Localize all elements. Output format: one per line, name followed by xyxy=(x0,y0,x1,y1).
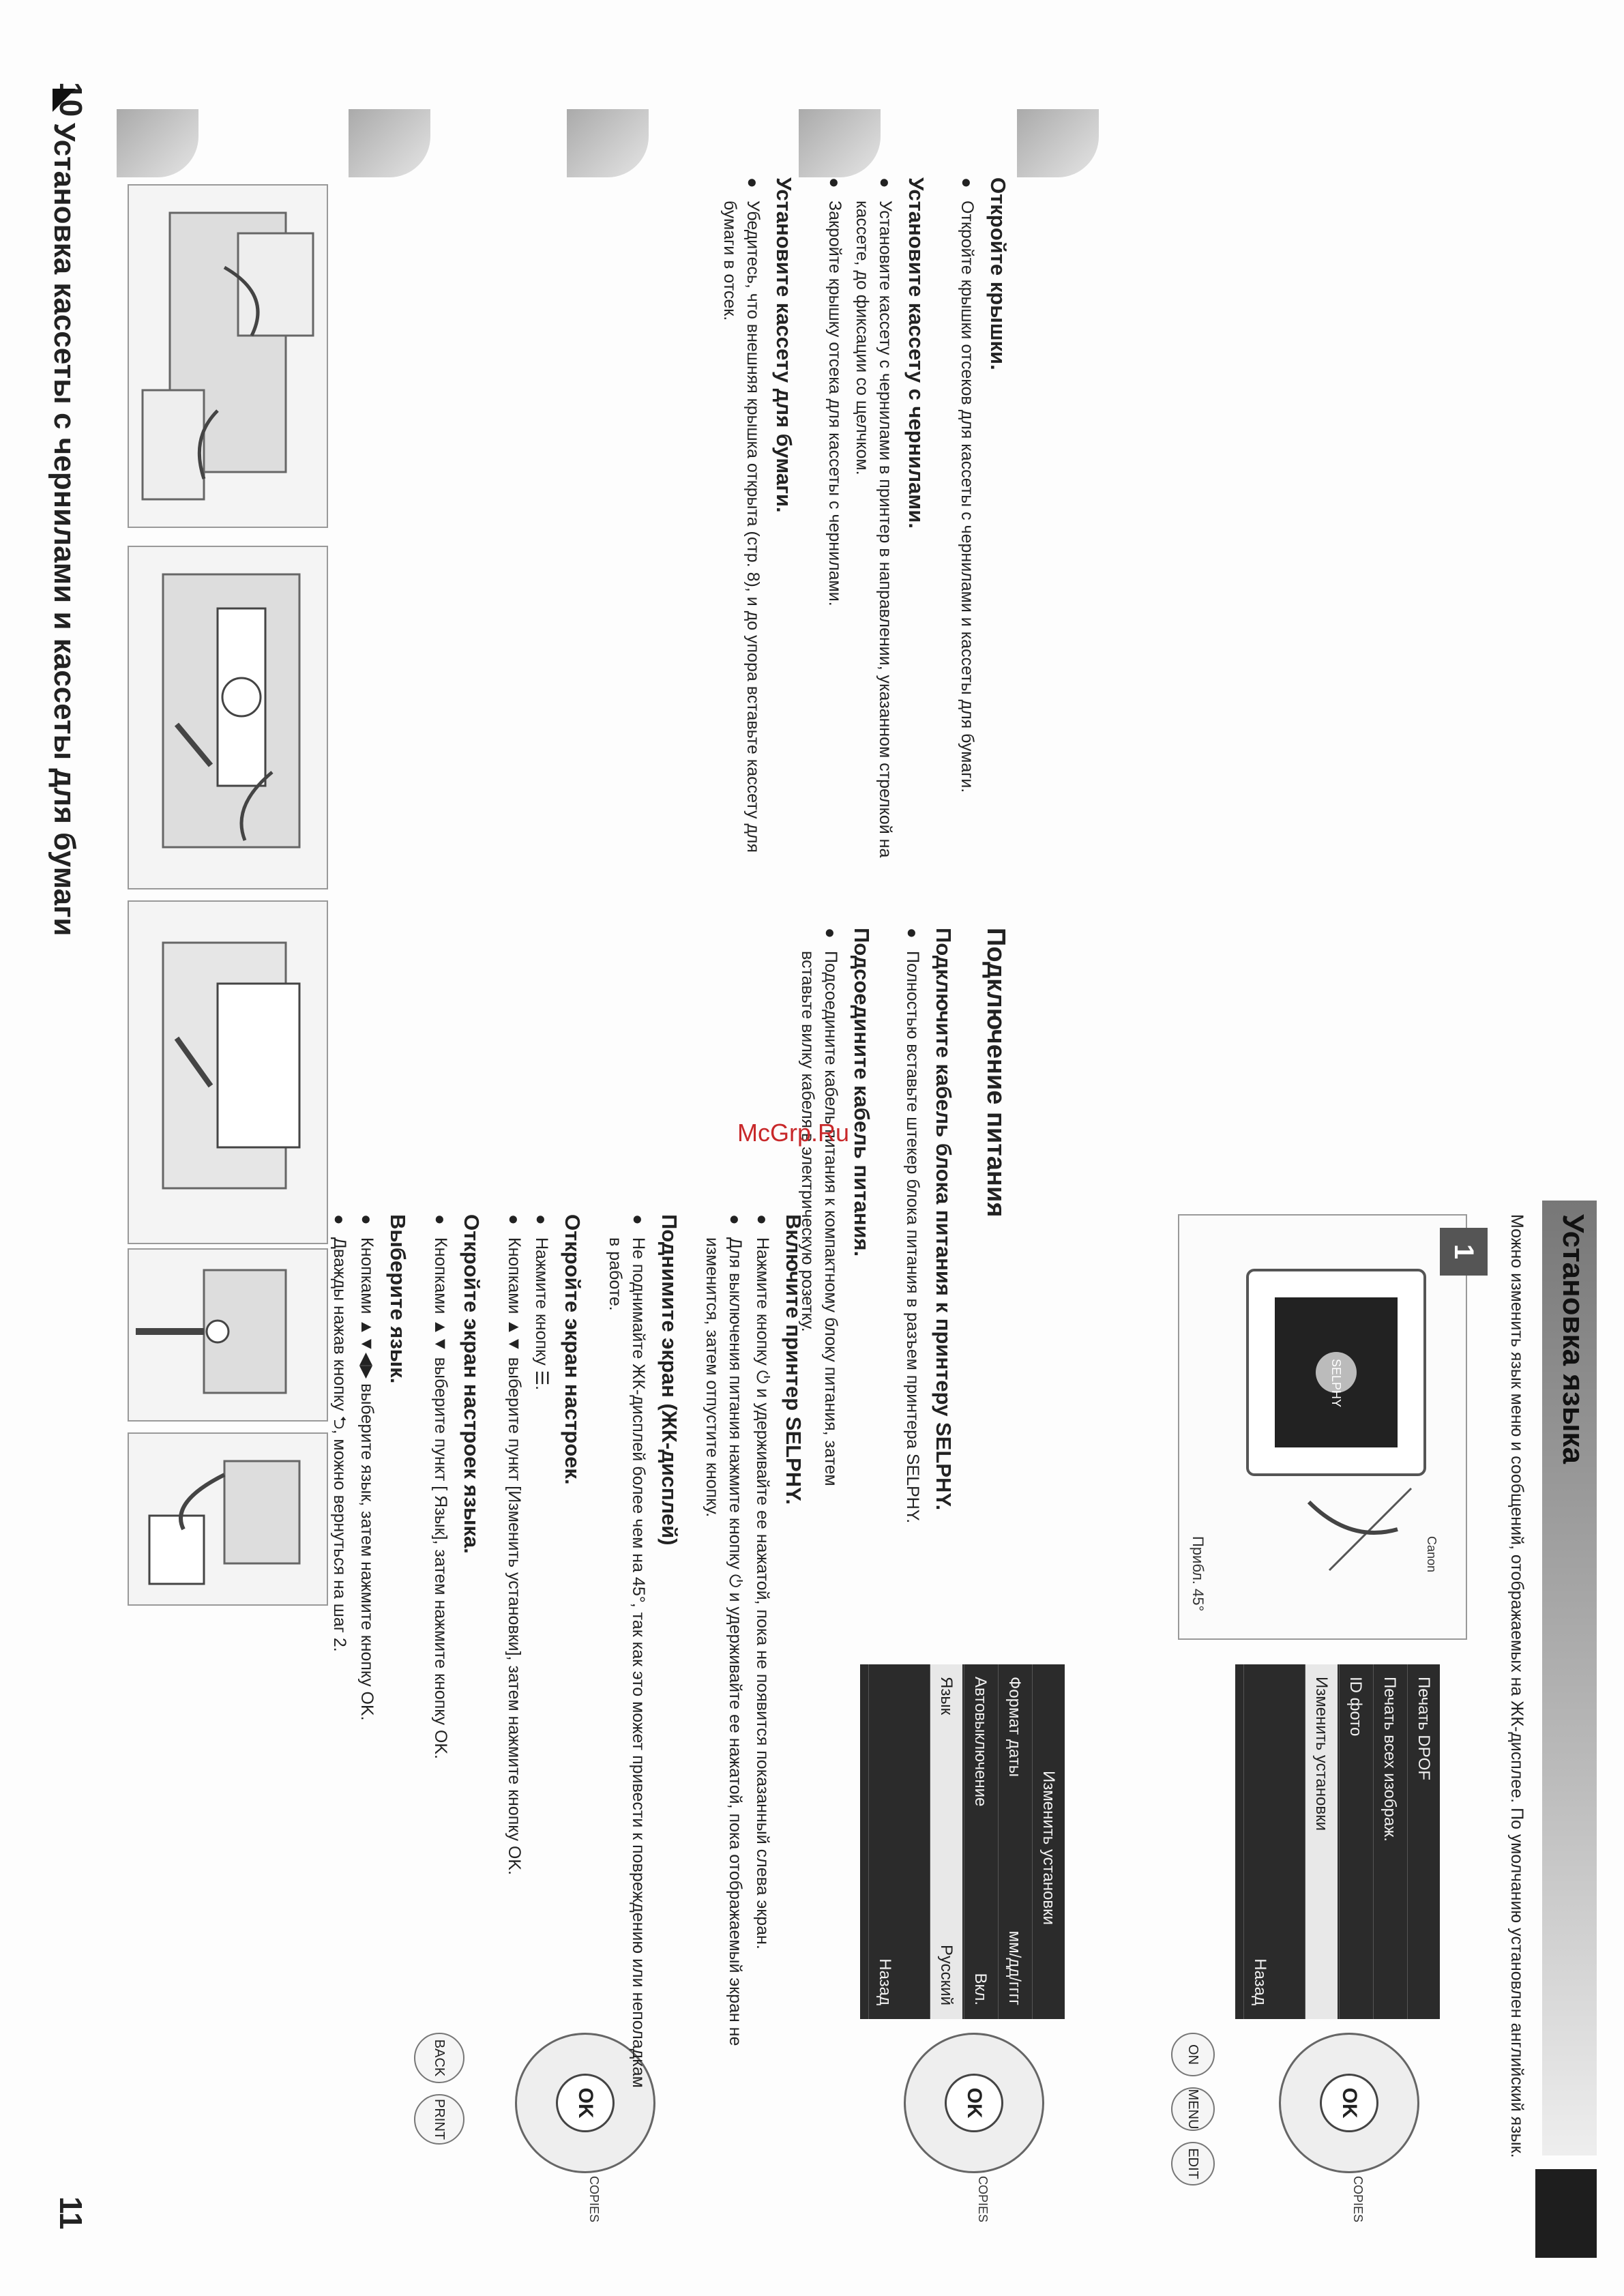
menu-button[interactable]: MENU xyxy=(1171,2087,1215,2131)
lang-step-1 xyxy=(700,1214,806,2101)
lcd-menu-item-settings: Изменить установки xyxy=(1305,1664,1338,2019)
step-1 xyxy=(956,177,1010,900)
canon-label: Canon xyxy=(1425,1536,1438,1573)
section-title-cartridge: Установка кассеты с чернилами и кассеты для бумаги xyxy=(48,123,81,937)
back-button[interactable]: BACK xyxy=(414,2033,464,2083)
ink-cassette-illustration xyxy=(128,546,328,889)
page-number-left: 10 xyxy=(53,82,89,117)
paper-cassette-drawing xyxy=(129,902,327,1243)
lang-step-3 xyxy=(503,1214,585,2101)
section-black-tab xyxy=(1535,2169,1597,2258)
step-4 xyxy=(901,928,956,1542)
section-title-power: Подключение питания xyxy=(981,928,1010,1218)
lcd-settings-header: Изменить установки xyxy=(1032,1664,1065,2019)
lcd-menu-item-print-all: Печать всех изображ. xyxy=(1373,1664,1406,2019)
ink-cassette-drawing xyxy=(129,547,327,888)
lcd-row-date-format xyxy=(998,1664,1031,2019)
selphy-printer-illustration xyxy=(1178,1214,1467,1640)
paper-cassette-illustration xyxy=(128,900,328,1244)
lcd-row-auto-off xyxy=(964,1664,996,2019)
cartridge-steps xyxy=(714,177,1010,900)
lang-step-2-bullet: ● Не поднимайте ЖК-дисплей более чем на 45°, так как это может привести к повреждению или неполадкам в работе. xyxy=(604,1214,650,2101)
lang-step-4-title: Откройте экран настроек языка. xyxy=(460,1214,484,1554)
lang-step-5 xyxy=(328,1214,410,2101)
lcd-row-auto-off-label: Автовыключение xyxy=(971,1677,990,1807)
lcd-main-menu xyxy=(1235,1664,1440,2019)
lcd-row-date-format-value: мм/дд/гггг xyxy=(1005,1930,1024,2005)
adapter-plug-drawing xyxy=(129,1250,327,1420)
step-4-title: Подключите кабель блока питания к принтеру SELPHY. xyxy=(932,928,956,1511)
step-3 xyxy=(718,177,796,900)
lang-step-5-bullet-2: ● Дважды нажав кнопку ⮌, можно вернуться на шаг 2. xyxy=(328,1214,351,2101)
copies-label-1: COPIES xyxy=(1351,2176,1365,2223)
copies-label-3: COPIES xyxy=(587,2176,601,2223)
step-tab-3 xyxy=(567,109,649,177)
step-3-title: Установите кассету для бумаги. xyxy=(772,177,796,513)
lcd-settings-back: Назад xyxy=(868,1664,901,2019)
lang-step-4-bullet: ● Кнопками ▲▼ выберите пункт [ Язык], затем нажмите кнопку OK. xyxy=(429,1214,452,2101)
lang-step-1-bullet-1: ● Нажмите кнопку ⏻ и удерживайте ее нажатой, пока не появится показанный слева экран. xyxy=(751,1214,774,2101)
lcd-row-language-label: Язык xyxy=(937,1677,956,1716)
lang-step-2-title: Поднимите экран (ЖК-дисплей) xyxy=(658,1214,681,1546)
lcd-menu-item-dpof: Печать DPOF xyxy=(1407,1664,1440,2019)
lang-step-5-bullet-1: ● Кнопками ▲▼◀▶ выберите язык, затем нажмите кнопку OK. xyxy=(355,1214,379,2101)
step-2-bullet-2: ● Закройте крышку отсека для кассеты с чернилами. xyxy=(823,177,846,900)
lang-step-3-bullet-2: ● Кнопками ▲▼ выберите пункт [Изменить установки], затем нажмите кнопку OK. xyxy=(503,1214,526,2101)
intro-text: Можно изменить язык меню и сообщений, отображаемых на ЖК-дисплее. По умолчанию установлен английский язык. xyxy=(1507,1214,1526,2158)
step-tab-1 xyxy=(117,109,198,177)
step-4-bullet: ● Полностью вставьте штекер блока питания в разъем принтера SELPHY. xyxy=(901,928,924,1542)
power-adapter-illustration xyxy=(128,1248,328,1422)
selphy-label: SELPHY xyxy=(1329,1359,1343,1408)
step-1-bullet: ● Откройте крышки отсеков для кассеты с чернилами и кассеты для бумаги. xyxy=(956,177,979,900)
step-3-bullet: ● Убедитесь, что внешняя крышка открыта (стр. 8), и до упора вставьте кассету для бумаги в отсек. xyxy=(718,177,765,900)
lcd-settings-screen xyxy=(860,1664,1065,2019)
print-button[interactable]: PRINT xyxy=(414,2094,464,2145)
step-5-bullet: ● Подсоедините кабель питания к компактному блоку питания, затем вставьте вилку кабеля в электрическую розетку. xyxy=(796,928,842,1542)
lang-step-3-title: Откройте экран настроек. xyxy=(561,1214,585,1485)
step-2-title: Установите кассету с чернилами. xyxy=(904,177,928,529)
open-covers-illustration xyxy=(128,184,328,528)
lang-step-5-title: Выберите язык. xyxy=(386,1214,410,1384)
step-5-title: Подсоедините кабель питания. xyxy=(850,928,874,1257)
lcd-row-auto-off-value: Вкл. xyxy=(971,1973,990,2005)
ok-button-1[interactable]: OK xyxy=(1320,2074,1378,2132)
language-steps xyxy=(324,1214,806,2101)
angle-label: Прибл. 45° xyxy=(1190,1536,1207,1612)
lang-step-3-bullet-1: ● Нажмите кнопку ☰. xyxy=(530,1214,553,2101)
step-2 xyxy=(823,177,928,900)
step-tab-4 xyxy=(799,109,881,177)
step-2-bullet-1: ● Установите кассету с чернилами в принтер в направлении, указанном стрелкой на кассете, до фиксации со щелчком. xyxy=(851,177,897,900)
lcd-menu-back: Назад xyxy=(1243,1664,1276,2019)
lcd-row-language-value: Русский xyxy=(937,1944,956,2005)
lang-step-2 xyxy=(604,1214,681,2101)
lcd-menu-item-id-photo: ID фото xyxy=(1339,1664,1372,2019)
ok-button-2[interactable]: OK xyxy=(945,2074,1003,2132)
step-5 xyxy=(796,928,874,1542)
power-cable-illustration xyxy=(128,1432,328,1606)
section-marker-icon xyxy=(53,89,76,112)
power-steps xyxy=(792,928,956,1542)
printer-covers-drawing xyxy=(129,186,327,527)
step-1-title: Откройте крышки. xyxy=(986,177,1010,370)
lcd-row-date-format-label: Формат даты xyxy=(1005,1677,1024,1777)
lang-step-4 xyxy=(429,1214,484,2101)
ok-button-3[interactable]: OK xyxy=(556,2074,615,2132)
copies-label-2: COPIES xyxy=(976,2176,990,2223)
on-button[interactable]: ON xyxy=(1171,2033,1215,2076)
step-tab-5 xyxy=(1017,109,1099,177)
watermark: McGrp.Ru xyxy=(737,1119,850,1147)
lang-step-1-bullet-2: ● Для выключения питания нажмите кнопку ⏻ и удерживайте ее нажатой, пока отображаемый экран не изменится, затем отпустите кнопку. xyxy=(700,1214,747,2101)
lcd-row-language xyxy=(930,1664,962,2019)
selphy-printer-drawing xyxy=(1179,1216,1466,1638)
power-cable-drawing xyxy=(129,1434,327,1604)
step-tab-2 xyxy=(349,109,430,177)
edit-button[interactable]: EDIT xyxy=(1171,2142,1215,2185)
step-badge: 1 xyxy=(1440,1228,1488,1276)
lang-step-1-title: Включите принтер SELPHY. xyxy=(782,1214,806,1505)
page-title-language: Установка языка xyxy=(1556,1214,1590,1464)
page-number-right: 11 xyxy=(53,2196,89,2230)
